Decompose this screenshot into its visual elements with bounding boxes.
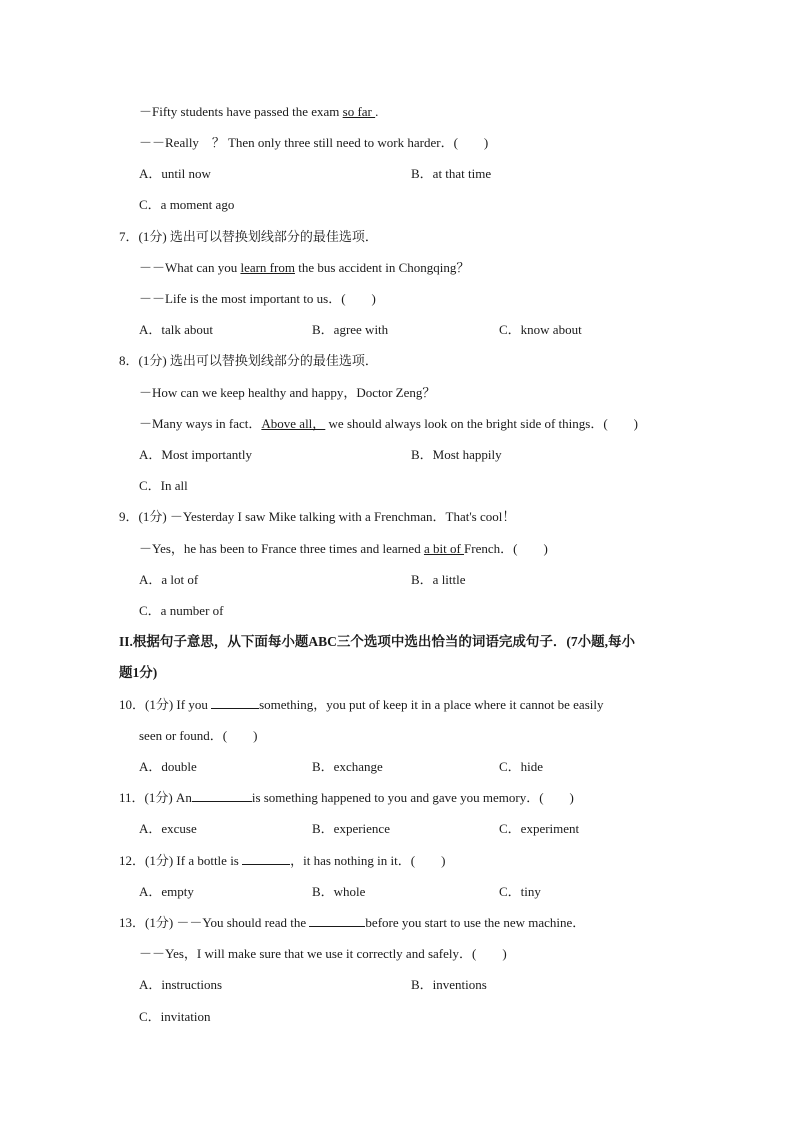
q13-option-a[interactable]: A．instructions (139, 977, 223, 992)
answer-blank[interactable] (211, 696, 259, 709)
answer-blank[interactable] (242, 852, 290, 865)
q10-stem-continued: seen or found．( ) (139, 728, 258, 743)
underlined-phrase: learn from (240, 260, 295, 275)
q11-option-c[interactable]: C．experiment (499, 821, 580, 836)
q7-option-b[interactable]: B．agree with (312, 322, 389, 337)
answer-blank[interactable] (309, 914, 365, 927)
q6-dialogue-line-1: －Fifty students have passed the exam so far . (139, 104, 379, 119)
q10-option-a[interactable]: A．double (139, 759, 197, 774)
section-heading: II.根据句子意思，从下面每小题ABC三个选项中选出恰当的词语完成句子．(7小题,每小 (119, 634, 636, 649)
q7-dialogue-line-1: －－What can you learn from the bus accident in Chongqing？ (139, 260, 470, 275)
q8-dialogue-line-1: －How can we keep healthy and happy，Doctor Zeng？ (139, 385, 436, 400)
q9-option-a[interactable]: A．a lot of (139, 572, 199, 587)
underlined-phrase: a bit of (423, 541, 465, 556)
q9-stem: 9．(1分) －Yesterday I saw Mike talking with a Frenchman．That's cool！ (119, 509, 516, 524)
underlined-phrase: Above all， (261, 416, 326, 431)
q13-option-c[interactable]: C．invitation (139, 1009, 211, 1024)
q8-dialogue-line-2: －Many ways in fact．Above all， we should always look on the bright side of things．( ) (139, 416, 638, 431)
q6-option-c[interactable]: C．a moment ago (139, 197, 235, 212)
q7-stem: 7．(1分) 选出可以替换划线部分的最佳选项． (119, 229, 378, 244)
q7-option-a[interactable]: A．talk about (139, 322, 214, 337)
q12-option-c[interactable]: C．tiny (499, 884, 541, 899)
q12-option-b[interactable]: B．whole (312, 884, 366, 899)
q13-dialogue-line-2: －－Yes，I will make sure that we use it correctly and safely．( ) (139, 946, 507, 961)
q7-dialogue-line-2: －－Life is the most important to us．( ) (139, 291, 376, 306)
answer-blank[interactable] (192, 789, 252, 802)
q11-stem: 11．(1分) An is something happened to you and gave you memory．( ) (119, 790, 574, 805)
q8-option-a[interactable]: A．Most importantly (139, 447, 253, 462)
q6-dialogue-line-2: －－Really ？ Then only three still need to work harder．( ) (139, 135, 489, 150)
section-heading-continued: 题1分) (119, 665, 158, 680)
q10-stem: 10．(1分) If you something，you put of keep it in a place where it cannot be easily (119, 697, 604, 712)
q12-stem: 12．(1分) If a bottle is ，it has nothing in it．( ) (119, 853, 446, 868)
q9-option-b[interactable]: B．a little (411, 572, 466, 587)
q10-option-c[interactable]: C．hide (499, 759, 544, 774)
q9-dialogue-line-1: －Yes，he has been to France three times and learned a bit of French．( ) (139, 541, 548, 556)
q6-option-b[interactable]: B．at that time (411, 166, 492, 181)
q8-option-b[interactable]: B．Most happily (411, 447, 502, 462)
q10-option-b[interactable]: B．exchange (312, 759, 383, 774)
underlined-phrase: so far (342, 104, 376, 119)
q7-option-c[interactable]: C．know about (499, 322, 582, 337)
q9-option-c[interactable]: C．a number of (139, 603, 224, 618)
q13-option-b[interactable]: B．inventions (411, 977, 487, 992)
q8-option-c[interactable]: C．In all (139, 478, 188, 493)
q12-option-a[interactable]: A．empty (139, 884, 194, 899)
q13-stem: 13．(1分) －－You should read the before you start to use the new machine． (119, 915, 586, 930)
q6-option-a[interactable]: A．until now (139, 166, 211, 181)
q8-stem: 8．(1分) 选出可以替换划线部分的最佳选项． (119, 353, 378, 368)
q11-option-b[interactable]: B．experience (312, 821, 390, 836)
q11-option-a[interactable]: A．excuse (139, 821, 197, 836)
